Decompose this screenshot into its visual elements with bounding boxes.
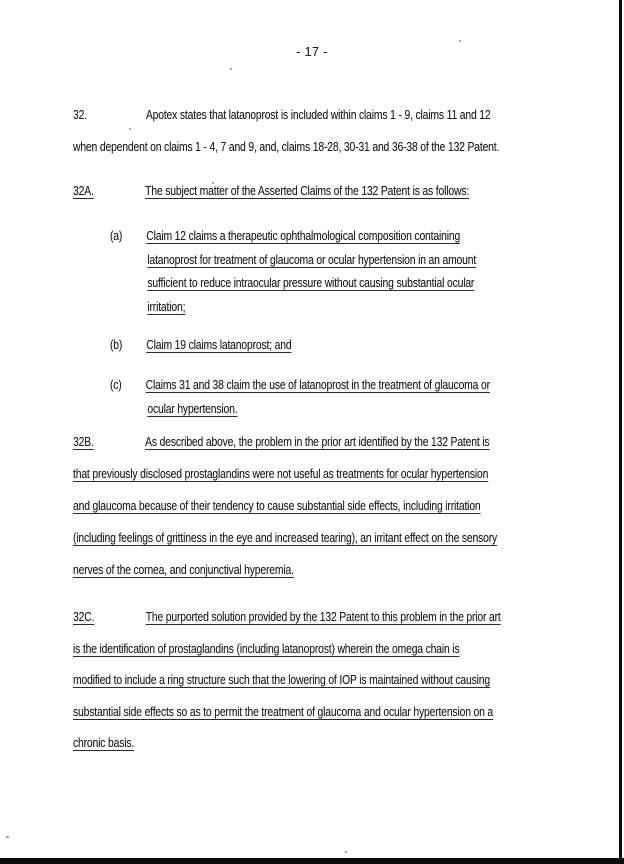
paragraph-number: 32A. [73,184,94,198]
list-first-line [110,334,291,358]
paragraph-number: 32. [73,108,87,122]
scan-edge-right [619,0,622,864]
paragraph-first-line [73,100,499,132]
paragraph-line: when dependent on claims 1 - 4, 7 and 9, and, claims 18-28, 30-31 and 36-38 of the 132 Patent. [73,139,500,154]
paragraph-line: The purported solution provided by the 132 Patent to this problem in the prior art [145,610,501,624]
paragraph-number: 32C. [73,610,95,624]
paragraph-32B [73,426,584,586]
paragraph-line: and glaucoma because of their tendency to cause substantial side effects, including irritation [73,499,481,513]
scan-edge-bottom [0,858,624,864]
paragraph-line: As described above, the problem in the prior art identified by the 132 Patent is [145,435,490,449]
paragraph-line-wrap [73,728,501,760]
paragraph-line-wrap [73,634,501,666]
paragraph-first-line [73,426,497,458]
paragraph-line: nerves of the cornea, and conjunctival hyperemia. [73,563,294,577]
paragraph-line-wrap [73,458,497,490]
scan-speck [212,182,214,184]
scan-speck [459,40,461,42]
list-line-wrap [110,272,476,296]
paragraph-line: is the identification of prostaglandins (including latanoprost) wherein the omega chain is [73,641,460,656]
paragraph-first-line [73,176,469,208]
paragraph-32C [73,602,588,760]
paragraph-line: (including feelings of grittiness in the eye and increased tearing), an irritant effect on the sensory [73,531,498,545]
paragraph-line-wrap [73,697,501,729]
list-line-wrap [110,398,490,422]
list-item-a [110,225,551,319]
list-line: latanoprost for treatment of glaucoma or ocular hypertension in an amount [147,252,477,267]
paragraph-line: that previously disclosed prostaglandins were not useful as treatments for ocular hypertension [73,467,489,481]
paragraph-number: 32B. [73,435,94,449]
paragraph-line-wrap [73,522,497,554]
paragraph-line-wrap [73,490,497,522]
paragraph-line: chronic basis. [73,736,135,750]
scan-speck [345,851,347,853]
list-line-wrap [110,249,476,273]
paragraph-line: The subject matter of the Asserted Claims of the 132 Patent is as follows: [145,184,470,198]
list-marker: (c) [110,378,122,392]
list-line: irritation; [147,299,186,314]
list-line: Claim 12 claims a therapeutic ophthalmological composition containing [146,229,461,243]
list-line: Claim 19 claims latanoprost; and [146,338,292,352]
paragraph-32 [73,100,587,163]
paragraph-line-wrap [73,665,501,697]
paragraph-line: modified to include a ring structure such that the lowering of IOP is maintained without causing [73,673,490,687]
list-line-wrap [110,296,476,320]
paragraph-line: substantial side effects so as to permit the treatment of glaucoma and ocular hypertension on a [73,704,494,719]
paragraph-first-line [73,602,501,634]
list-line: ocular hypertension. [147,401,238,416]
paragraph-line-wrap [73,554,497,586]
list-marker: (b) [110,338,123,352]
list-line: Claims 31 and 38 claim the use of latanoprost in the treatment of glaucoma or [145,378,490,392]
paragraph-line: Apotex states that latanoprost is included within claims 1 - 9, claims 11 and 12 [145,108,491,122]
paragraph-32A [73,176,550,208]
list-first-line [110,225,476,249]
scan-speck [6,836,9,838]
list-first-line [110,374,490,398]
scan-speck [129,128,131,130]
page-number: - 17 - [296,45,328,59]
list-item-b [110,334,329,358]
list-item-c [110,374,568,421]
list-line: sufficient to reduce intraocular pressure without causing substantial ocular [147,276,475,290]
scan-speck [230,68,232,70]
list-marker: (a) [110,229,123,243]
